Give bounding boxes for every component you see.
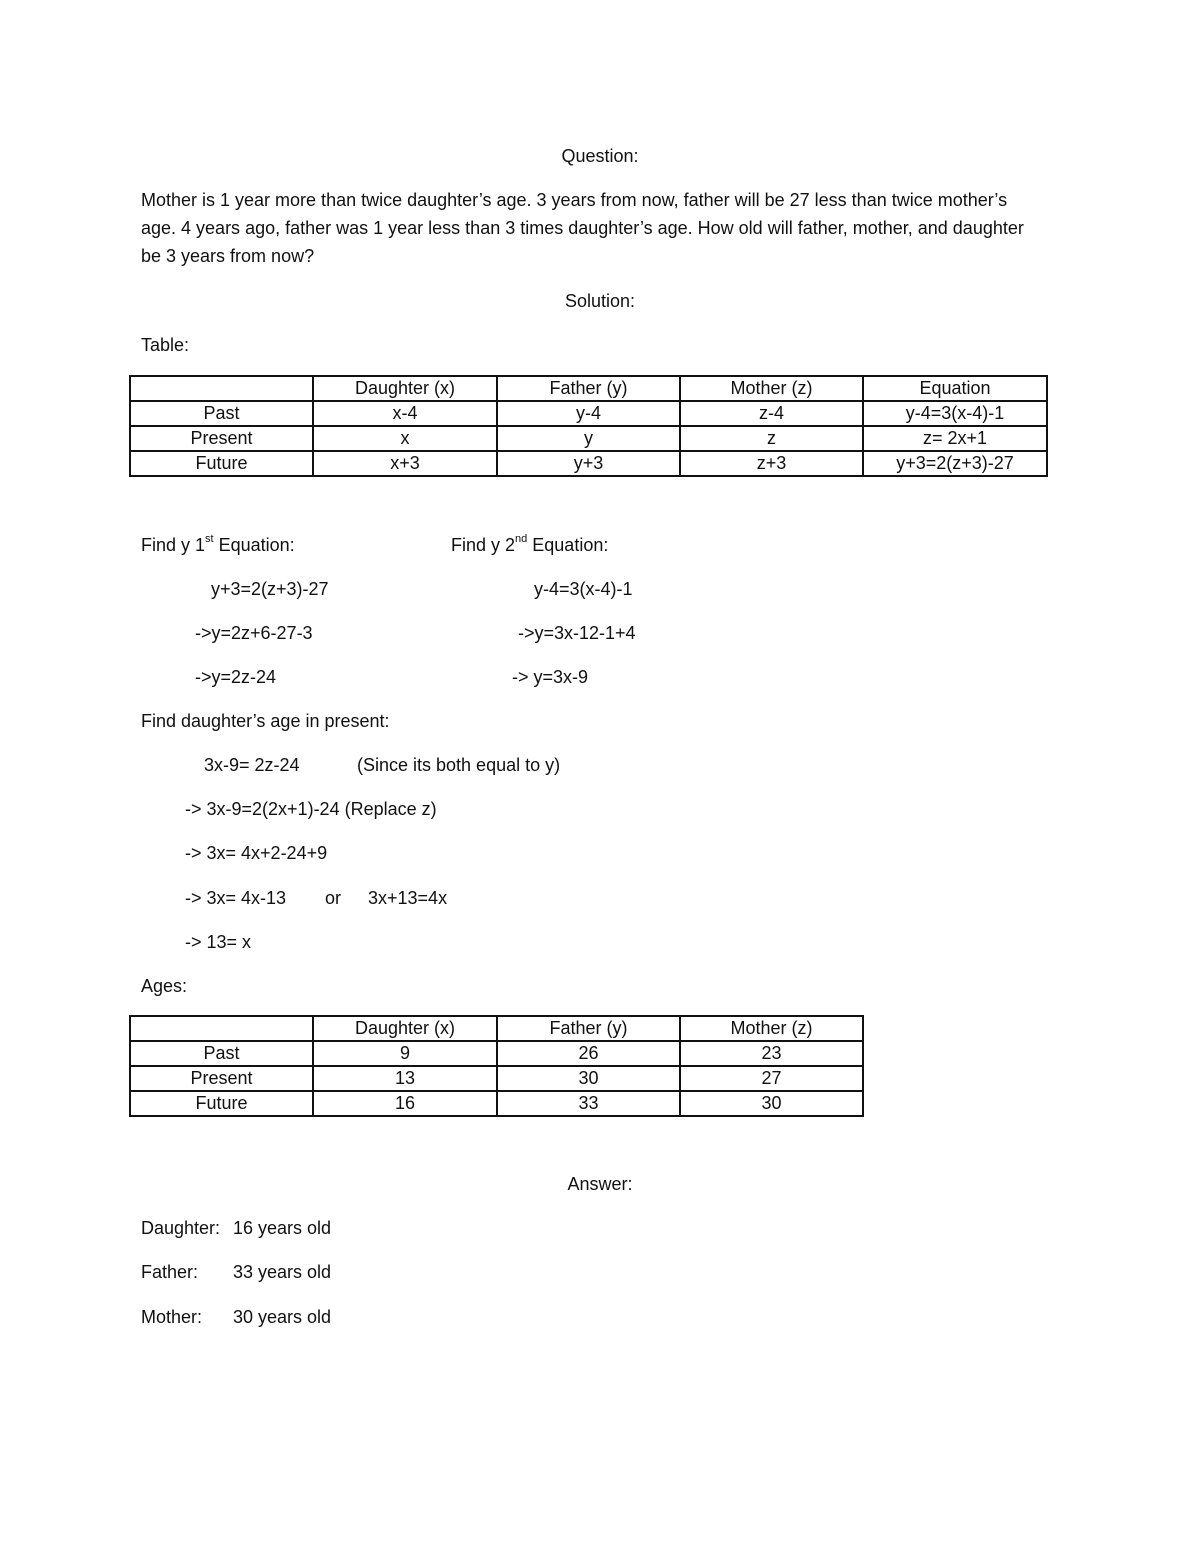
daughter-step: -> 13= x <box>185 932 252 952</box>
second-equation-ordinal: nd <box>515 533 528 545</box>
second-equation-step: -> y=3x-9 <box>512 667 589 687</box>
question-text: Mother is 1 year more than twice daughter’s age. 3 years from now, father will be 27 less than twice mother’s age. 4 years ago, father was 1 year less than 3 times daughter’s age. How old will father, mother, and daughter be 3 years from now? <box>141 190 1024 266</box>
table-header-cell: Father (y) <box>497 376 680 401</box>
table-header-cell <box>130 376 313 401</box>
table-cell: y-4=3(x-4)-1 <box>863 401 1047 426</box>
table-header-row <box>130 1016 863 1041</box>
daughter-age-heading: Find daughter’s age in present: <box>141 711 390 731</box>
table-header-cell: Daughter (x) <box>313 1016 497 1041</box>
table-row <box>130 1041 863 1066</box>
table-cell: Future <box>130 451 313 476</box>
daughter-step-alt: 3x+13=4x <box>368 888 448 908</box>
table-cell: 26 <box>497 1041 680 1066</box>
table-cell: y+3=2(z+3)-27 <box>863 451 1047 476</box>
first-equation-step: y+3=2(z+3)-27 <box>211 579 329 599</box>
answer-value: 30 years old <box>233 1307 332 1327</box>
answer-heading: Answer: <box>567 1174 633 1194</box>
table-header-cell: Daughter (x) <box>313 376 497 401</box>
daughter-step: -> 3x= 4x+2-24+9 <box>185 843 328 863</box>
table-row <box>130 426 1047 451</box>
answer-label: Mother: <box>141 1307 203 1327</box>
table-cell: x <box>313 426 497 451</box>
table-cell: y <box>497 426 680 451</box>
table-cell: Present <box>130 426 313 451</box>
first-equation-step: ->y=2z-24 <box>195 667 277 687</box>
second-equation-step: ->y=3x-12-1+4 <box>518 623 636 643</box>
daughter-step-or: or <box>325 888 342 908</box>
table-cell: 33 <box>497 1091 680 1116</box>
variables-table <box>129 375 1048 477</box>
table-row <box>130 451 1047 476</box>
table-cell: x+3 <box>313 451 497 476</box>
table-row <box>130 1066 863 1091</box>
table-header-cell: Mother (z) <box>680 376 863 401</box>
table-cell: y-4 <box>497 401 680 426</box>
table-cell: 13 <box>313 1066 497 1091</box>
table-row <box>130 401 1047 426</box>
table-cell: 23 <box>680 1041 863 1066</box>
table-header-cell: Mother (z) <box>680 1016 863 1041</box>
table-cell: z <box>680 426 863 451</box>
first-equation-heading <box>141 534 295 556</box>
first-equation-suffix: Equation: <box>213 535 295 555</box>
daughter-step-note: (Since its both equal to y) <box>357 755 561 775</box>
solution-heading: Solution: <box>564 291 636 311</box>
second-equation-step: y-4=3(x-4)-1 <box>534 579 633 599</box>
table-cell: Past <box>130 401 313 426</box>
table-cell: y+3 <box>497 451 680 476</box>
table-cell: Past <box>130 1041 313 1066</box>
ages-table <box>129 1015 864 1117</box>
second-equation-heading <box>451 534 608 556</box>
table-row <box>130 1091 863 1116</box>
daughter-step: -> 3x-9=2(2x+1)-24 (Replace z) <box>185 799 437 819</box>
answer-label: Daughter: <box>141 1218 221 1238</box>
first-equation-prefix: Find y 1 <box>141 535 206 555</box>
daughter-step: 3x-9= 2z-24 <box>204 755 300 775</box>
ages-label: Ages: <box>141 976 188 996</box>
table-header-cell: Equation <box>863 376 1047 401</box>
first-equation-ordinal: st <box>205 533 214 545</box>
table-label: Table: <box>141 335 190 355</box>
table-cell: 30 <box>680 1091 863 1116</box>
table-cell: z= 2x+1 <box>863 426 1047 451</box>
table-cell: 27 <box>680 1066 863 1091</box>
table-header-row <box>130 376 1047 401</box>
first-equation-step: ->y=2z+6-27-3 <box>195 623 313 643</box>
table-cell: 9 <box>313 1041 497 1066</box>
table-cell: Future <box>130 1091 313 1116</box>
table-cell: x-4 <box>313 401 497 426</box>
table-cell: z+3 <box>680 451 863 476</box>
second-equation-prefix: Find y 2 <box>451 535 516 555</box>
table-header-cell: Father (y) <box>497 1016 680 1041</box>
table-cell: 16 <box>313 1091 497 1116</box>
table-header-cell <box>130 1016 313 1041</box>
table-cell: z-4 <box>680 401 863 426</box>
answer-label: Father: <box>141 1262 199 1282</box>
answer-value: 33 years old <box>233 1262 332 1282</box>
table-cell: Present <box>130 1066 313 1091</box>
second-equation-suffix: Equation: <box>527 535 609 555</box>
table-cell: 30 <box>497 1066 680 1091</box>
answer-value: 16 years old <box>233 1218 332 1238</box>
question-heading: Question: <box>561 146 639 166</box>
daughter-step: -> 3x= 4x-13 <box>185 888 287 908</box>
